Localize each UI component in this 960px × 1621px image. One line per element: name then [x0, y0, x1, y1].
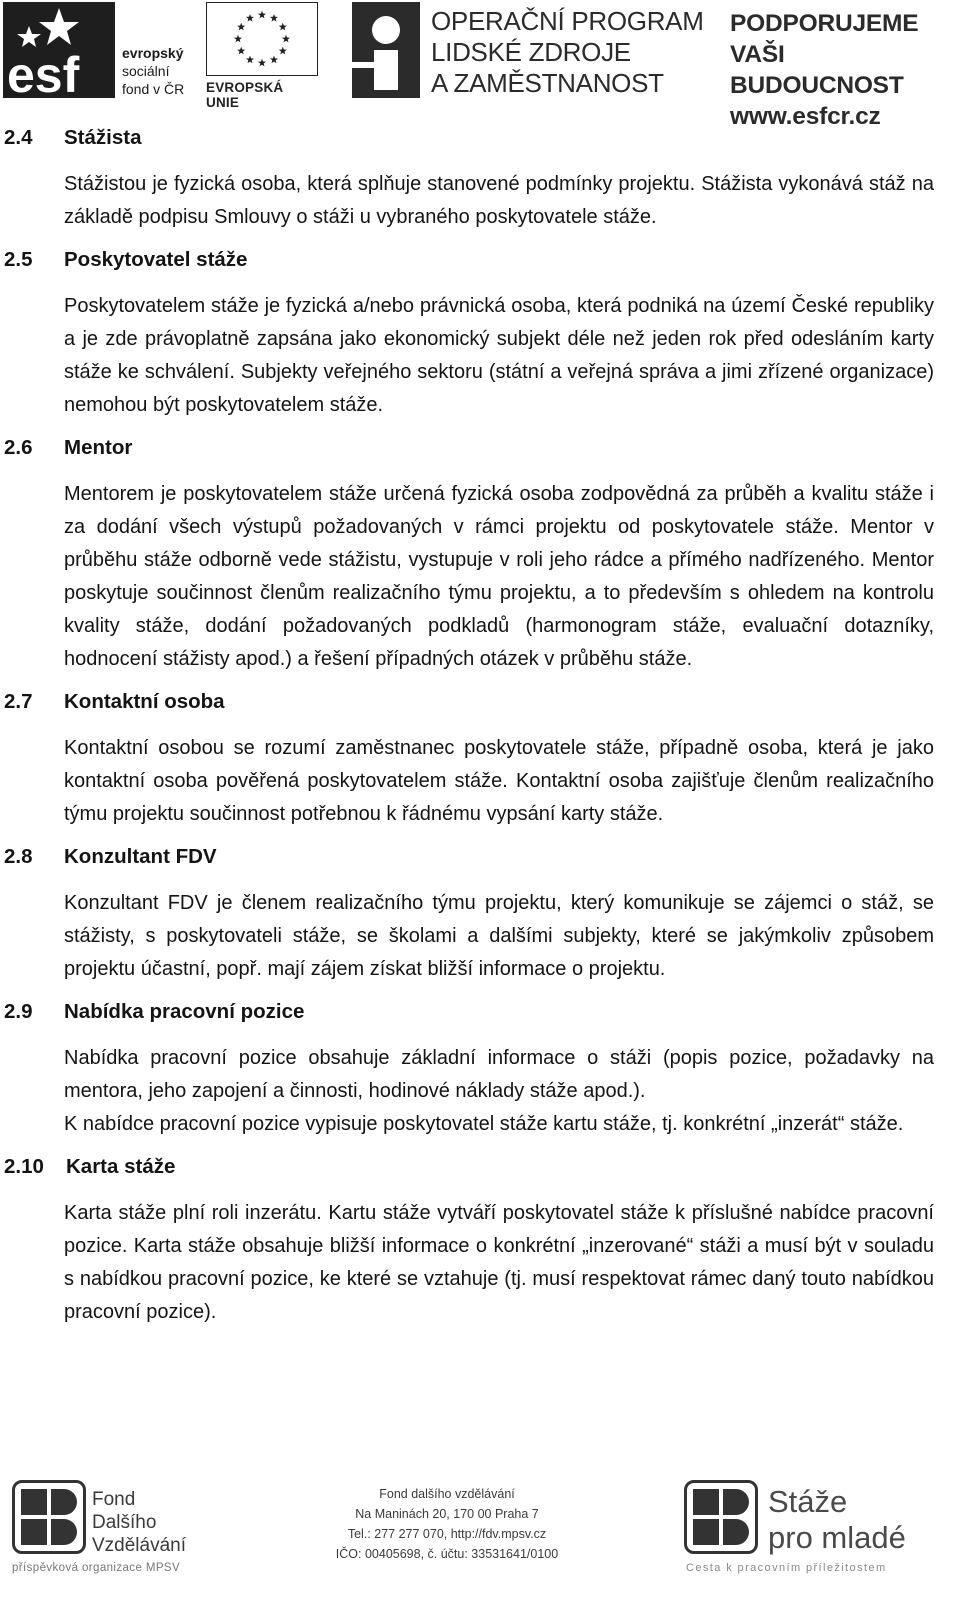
staze-logo-mark — [684, 1480, 758, 1554]
op-program-title: OPERAČNÍ PROGRAM LIDSKÉ ZDROJE A ZAMĚSTNANOST — [431, 6, 704, 98]
fdv-logo-mark — [12, 1480, 86, 1554]
support-slogan: PODPORUJEME VAŠI BUDOUCNOST www.esfcr.cz — [730, 8, 960, 132]
section-number: 2.4 — [4, 126, 33, 149]
eu-star-icon — [258, 11, 266, 19]
section-paragraph: Karta stáže plní roli inzerátu. Kartu stáže vytváří poskytovatel stáže k příslušné nabídce pracovní pozice. Karta stáže obsahuje bližší informace o konkrétní „inzerované“ stáži a musí být v souladu s nabídkou pracovní pozice, ke které se vztahuje (tj. musí respektovat rámec daný touto nabídkou pracovní pozice). — [64, 1202, 934, 1323]
fdv-address-block: Fond dalšího vzdělávání Na Maninách 20, 170 00 Praha 7 Tel.: 277 277 070, http://fdv.mpsv.cz IČO: 00405698, č. účtu: 33531641/0100 — [322, 1484, 572, 1564]
section-mentor — [0, 436, 960, 676]
section-heading — [0, 845, 960, 871]
svg-text:esf: esf — [7, 47, 80, 98]
eu-star-icon — [258, 59, 266, 67]
section-title: Karta stáže — [66, 1155, 176, 1178]
section-number: 2.5 — [4, 248, 33, 271]
document-body — [0, 126, 960, 1329]
eu-star-icon — [246, 14, 254, 22]
section-heading — [0, 126, 960, 152]
eu-star-icon — [246, 56, 254, 64]
section-konzultant-fdv — [0, 845, 960, 986]
section-stazista — [0, 126, 960, 234]
page-header — [0, 0, 960, 130]
section-title: Poskytovatel stáže — [64, 248, 248, 271]
esf-website-link[interactable]: www.esfcr.cz — [730, 103, 881, 130]
fdv-subtitle: příspěvková organizace MPSV — [12, 1562, 181, 1574]
section-heading — [0, 436, 960, 462]
eu-star-icon — [279, 23, 287, 31]
eu-star-icon — [282, 35, 290, 43]
section-paragraph: Nabídka pracovní pozice obsahuje základní informace o stáži (popis pozice, požadavky na mentora, jeho zapojení a činnosti, hodinové náklady stáže apod.). K nabídce pracovní pozice vypisuje poskytovatel stáže kartu stáže, tj. konkrétní „inzerát“ stáže. — [64, 1047, 934, 1135]
section-paragraph: Poskytovatelem stáže je fyzická a/nebo právnická osoba, která podniká na území České republiky a je zde právoplatně zapsána jako ekonomický subjekt déle než jeden rok před odesláním karty stáže ke schválení. Subjekty veřejného sektoru (státní a veřejná správa a jimi zřízené organizace) nemohou být poskytovatelem stáže. — [64, 295, 934, 416]
section-paragraph: Mentorem je poskytovatelem stáže určená fyzická osoba zodpovědná za průběh a kvalitu stáže i za dodání všech výstupů požadovaných v rámci projektu od poskytovatele stáže. Mentor v průběhu stáže odborně vede stážistu, vystupuje v roli jeho rádce a přímého nadřízeného. Mentor poskytuje součinnost členům realizačního týmu projektu, a to především s ohledem na kontrolu kvality stáže, dodání požadovaných podkladů (harmonogram stáže, evaluační dotazníky, hodnocení stážisty apod.) a řešení případných otázek v průběhu stáže. — [64, 483, 934, 670]
page-footer — [0, 1470, 960, 1621]
eu-star-icon — [237, 47, 245, 55]
section-kontaktni-osoba — [0, 690, 960, 831]
section-heading — [0, 1155, 960, 1181]
section-title: Kontaktní osoba — [64, 690, 225, 713]
section-title: Mentor — [64, 436, 133, 459]
fdv-logo-text: Fond Dalšího Vzdělávání — [92, 1489, 187, 1556]
section-paragraph: Konzultant FDV je členem realizačního týmu projektu, který komunikuje se zájemci o stáž, se stážisty, s poskytovateli stáže, se školami a dalšími subjekty, které se jakýmkoliv způsobem projektu účastní, popř. mají zájem získat bližší informace o projektu. — [64, 892, 934, 980]
op-lzz-logo-mark — [352, 2, 420, 98]
eu-star-icon — [279, 47, 287, 55]
section-karta-staze — [0, 1155, 960, 1329]
section-title: Nabídka pracovní pozice — [64, 1000, 305, 1023]
fdv-contact-line[interactable]: Tel.: 277 277 070, http://fdv.mpsv.cz — [347, 1527, 547, 1541]
section-heading — [0, 690, 960, 716]
section-heading — [0, 1000, 960, 1026]
section-number: 2.6 — [4, 436, 33, 459]
section-title: Stážista — [64, 126, 142, 149]
eu-label: EVROPSKÁ UNIE — [206, 80, 284, 110]
esf-logo — [3, 2, 115, 98]
eu-star-icon — [234, 35, 242, 43]
eu-flag-logo — [206, 2, 318, 76]
section-number: 2.10 — [4, 1155, 44, 1178]
section-paragraph: Stážistou je fyzická osoba, která splňuje stanovené podmínky projektu. Stážista vykonává stáž na základě podpisu Smlouvy o stáži u vybraného poskytovatele stáže. — [64, 173, 934, 228]
section-nabidka-pozice — [0, 1000, 960, 1141]
staze-logo-text: Stáže pro mladé — [768, 1484, 906, 1555]
section-title: Konzultant FDV — [64, 845, 217, 868]
section-number: 2.9 — [4, 1000, 33, 1023]
eu-star-icon — [270, 14, 278, 22]
section-heading — [0, 248, 960, 274]
section-poskytovatel — [0, 248, 960, 422]
section-number: 2.7 — [4, 690, 33, 713]
eu-star-icon — [237, 23, 245, 31]
staze-subtitle: Cesta k pracovním příležitostem — [686, 1562, 887, 1574]
eu-star-icon — [270, 56, 278, 64]
section-number: 2.8 — [4, 845, 33, 868]
section-paragraph: Kontaktní osobou se rozumí zaměstnanec poskytovatele stáže, případně osoba, která je jako kontaktní osoba pověřená poskytovatelem stáže. Kontaktní osoba zajišťuje členům realizačního týmu projektu součinnost potřebnou k řádnému vypsání karty stáže. — [64, 737, 934, 825]
esf-logo-text: evropský sociální fond v ČR — [122, 45, 185, 97]
